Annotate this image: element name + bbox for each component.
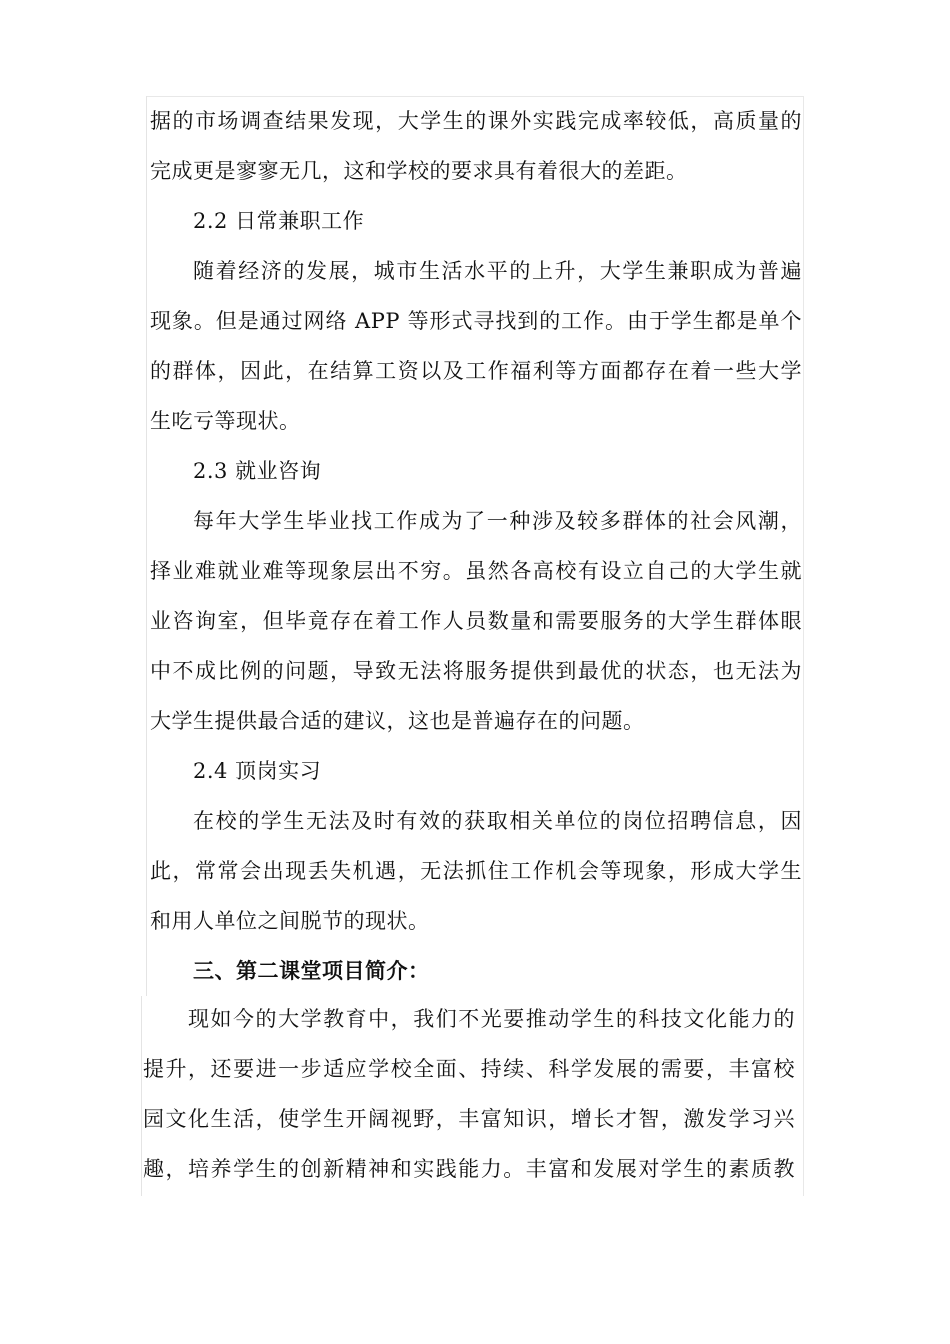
frame-top-border [146,96,804,97]
frame-right-border [803,96,804,1196]
paragraph-line: 的群体，因此，在结算工资以及工作福利等方面都存在着一些大学 [150,359,802,383]
paragraph-line: 随着经济的发展，城市生活水平的上升，大学生兼职成为普遍 [193,259,802,283]
paragraph-line: 在校的学生无法及时有效的获取相关单位的岗位招聘信息，因 [193,809,802,833]
paragraph-line: 现象。但是通过网络 APP 等形式寻找到的工作。由于学生都是单个 [150,309,802,333]
paragraph-line: 园文化生活，使学生开阔视野，丰富知识，增长才智，激发学习兴 [143,1107,795,1131]
section-heading-2-3: 2.3 就业咨询 [193,459,322,483]
section-heading-3: 三、第二课堂项目简介： [193,959,430,983]
paragraph-line: 生吃亏等现状。 [150,409,301,433]
paragraph-line: 完成更是寥寥无几，这和学校的要求具有着很大的差距。 [150,159,688,183]
paragraph-line: 趣，培养学生的创新精神和实践能力。丰富和发展对学生的素质教 [143,1157,795,1181]
frame-left-border-upper [146,96,147,996]
section-heading-2-4: 2.4 顶岗实习 [193,759,322,783]
frame-left-border-lower [141,996,142,1196]
paragraph-line: 择业难就业难等现象层出不穷。虽然各高校有设立自己的大学生就 [150,559,802,583]
paragraph-line: 据的市场调查结果发现，大学生的课外实践完成率较低，高质量的 [150,109,802,133]
paragraph-line: 业咨询室，但毕竟存在着工作人员数量和需要服务的大学生群体眼 [150,609,802,633]
paragraph-line: 中不成比例的问题，导致无法将服务提供到最优的状态，也无法为 [150,659,802,683]
paragraph-line: 和用人单位之间脱节的现状。 [150,909,430,933]
paragraph-line: 提升，还要进一步适应学校全面、持续、科学发展的需要，丰富校 [143,1057,795,1081]
paragraph-line: 每年大学生毕业找工作成为了一种涉及较多群体的社会风潮， [193,509,802,533]
section-heading-2-2: 2.2 日常兼职工作 [193,209,365,233]
paragraph-line: 此，常常会出现丢失机遇，无法抓住工作机会等现象，形成大学生 [150,859,802,883]
paragraph-line: 大学生提供最合适的建议，这也是普遍存在的问题。 [150,709,645,733]
paragraph-line: 现如今的大学教育中，我们不光要推动学生的科技文化能力的 [188,1007,795,1031]
